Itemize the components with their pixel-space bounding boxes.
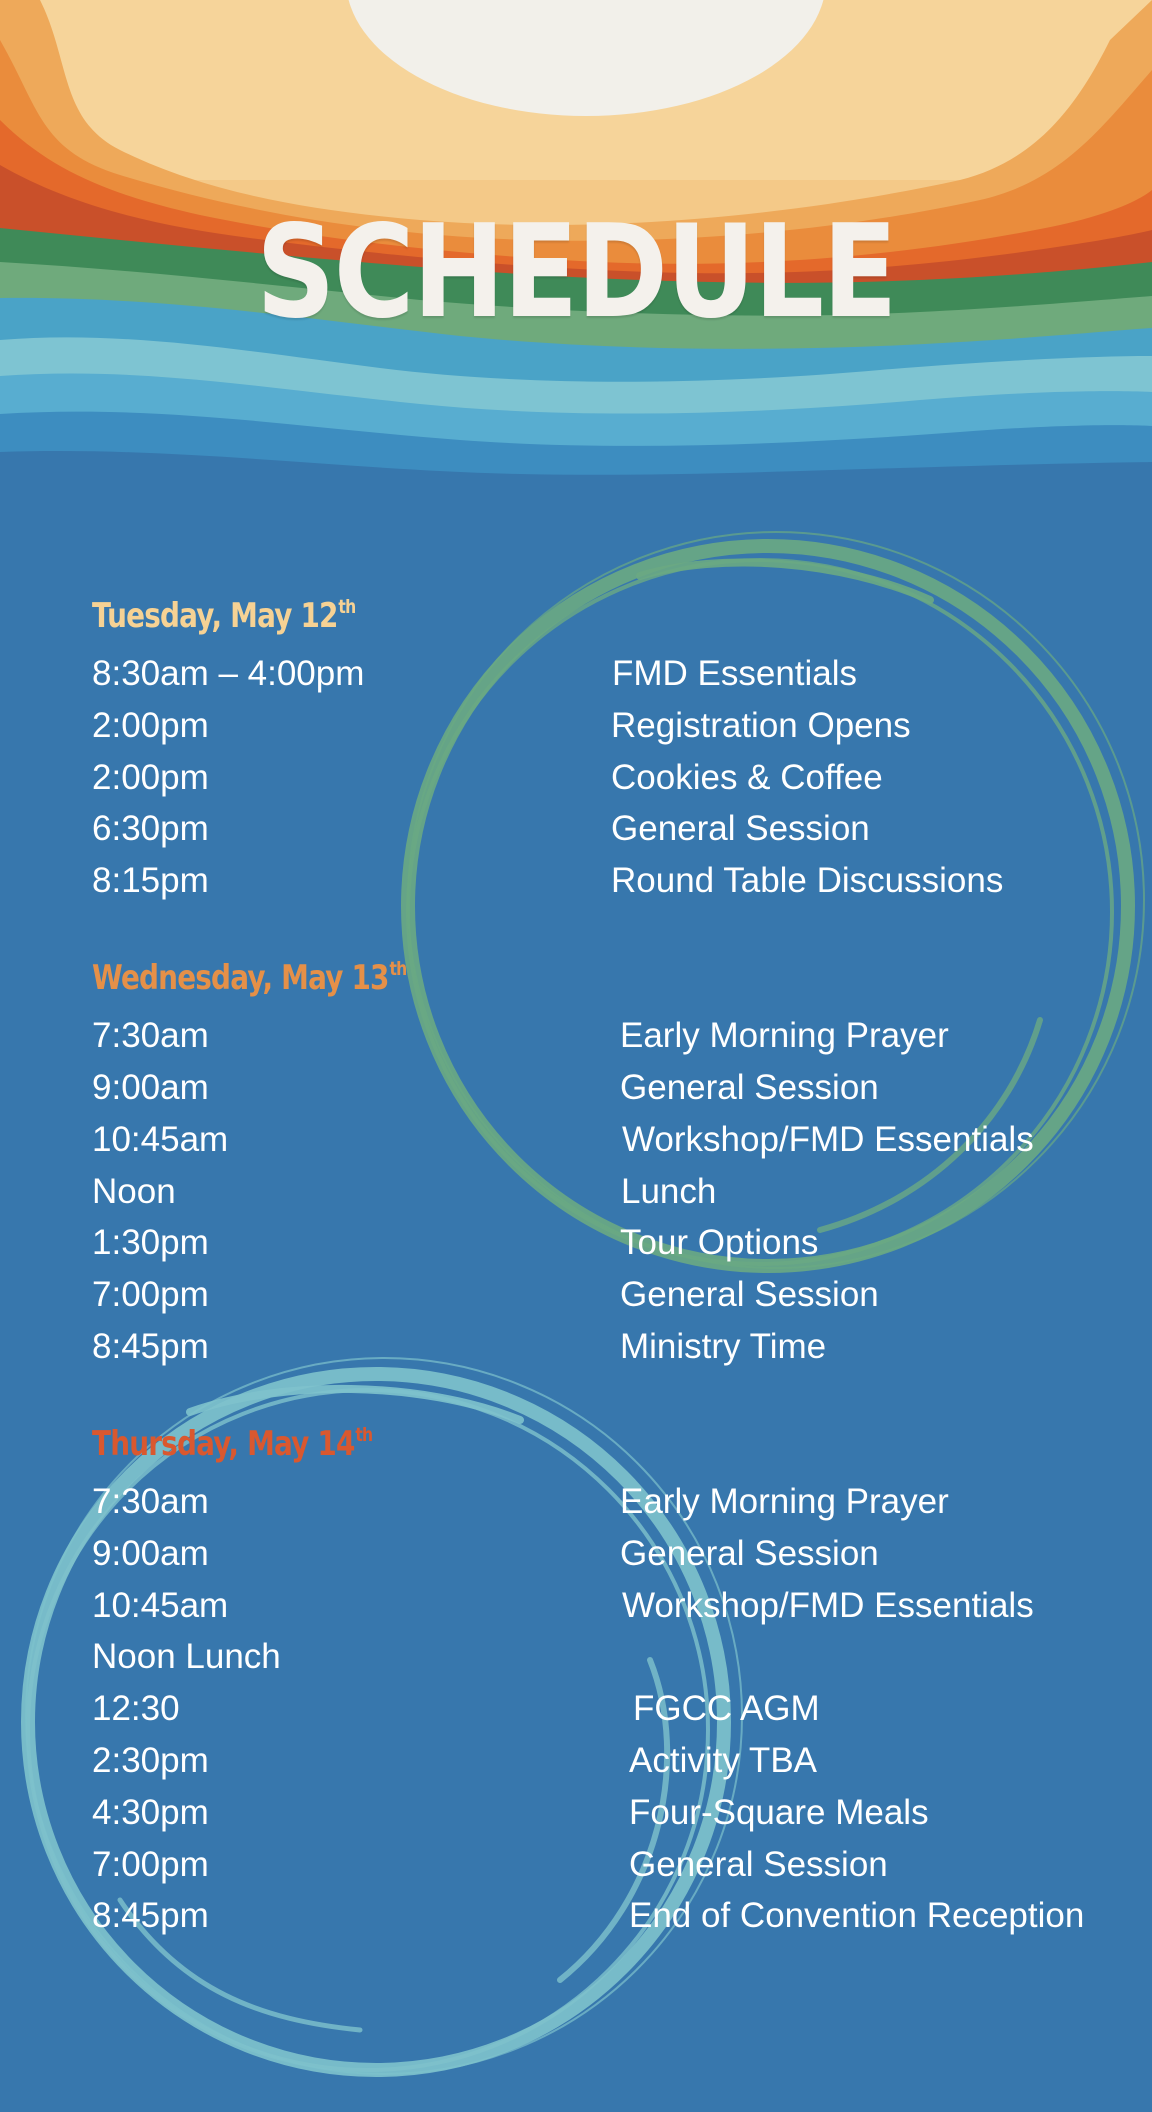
event-time: 7:00pm: [92, 1275, 209, 1314]
event-time: Noon: [92, 1172, 176, 1211]
schedule-row: [0, 1839, 1152, 1891]
schedule-row: [0, 1580, 1152, 1632]
schedule-row: [0, 648, 1152, 700]
event-title: Early Morning Prayer: [620, 1482, 949, 1521]
page-title: SCHEDULE: [256, 198, 896, 347]
event-title: Registration Opens: [611, 706, 911, 745]
event-time: 7:00pm: [92, 1845, 209, 1884]
event-title: Round Table Discussions: [611, 861, 1004, 900]
event-title: General Session: [620, 1534, 879, 1573]
event-time: 8:30am – 4:00pm: [92, 654, 365, 693]
schedule-row: [0, 1166, 1152, 1218]
event-time: 9:00am: [92, 1534, 209, 1573]
schedule-row: [0, 752, 1152, 804]
event-title: Tour Options: [620, 1223, 819, 1262]
event-time: 7:30am: [92, 1482, 209, 1521]
event-time: 10:45am: [92, 1120, 229, 1159]
event-time: 6:30pm: [92, 809, 209, 848]
event-title: FMD Essentials: [612, 654, 858, 693]
event-time: 10:45am: [92, 1586, 229, 1625]
event-time: 8:45pm: [92, 1896, 209, 1935]
event-time: Noon Lunch: [92, 1637, 281, 1676]
event-title: Ministry Time: [620, 1327, 827, 1366]
event-title: General Session: [620, 1068, 879, 1107]
event-time: 7:30am: [92, 1016, 209, 1055]
event-title: Lunch: [621, 1172, 717, 1211]
event-title: Workshop/FMD Essentials: [622, 1120, 1034, 1159]
event-time: 9:00am: [92, 1068, 209, 1107]
event-title: End of Convention Reception: [629, 1896, 1085, 1935]
schedule-row: [0, 1217, 1152, 1269]
schedule-row: [0, 1114, 1152, 1166]
event-title: General Session: [620, 1275, 879, 1314]
schedule-row: [0, 1528, 1152, 1580]
day-heading-thursday: Thursday, May 14th: [92, 1424, 373, 1464]
event-title: Early Morning Prayer: [620, 1016, 949, 1055]
schedule-row: [0, 803, 1152, 855]
event-title: General Session: [629, 1845, 888, 1884]
event-time: 1:30pm: [92, 1223, 209, 1262]
day-heading-wednesday: Wednesday, May 13th: [92, 958, 407, 998]
header-banner: [0, 0, 1152, 484]
schedule-row: [0, 1787, 1152, 1839]
day-heading-tuesday: Tuesday, May 12th: [92, 596, 356, 636]
schedule-row: [0, 855, 1152, 907]
event-time: 2:00pm: [92, 758, 209, 797]
schedule-row: [0, 1010, 1152, 1062]
event-title: General Session: [611, 809, 870, 848]
schedule-row: [0, 1062, 1152, 1114]
schedule-row: [0, 1735, 1152, 1787]
schedule-row: [0, 1269, 1152, 1321]
schedule-row: [0, 1631, 1152, 1683]
event-title: Activity TBA: [629, 1741, 818, 1780]
schedule-row: [0, 700, 1152, 752]
event-time: 2:00pm: [92, 706, 209, 745]
event-time: 4:30pm: [92, 1793, 209, 1832]
schedule-row: [0, 1321, 1152, 1373]
event-title: Cookies & Coffee: [611, 758, 883, 797]
event-time: 8:15pm: [92, 861, 209, 900]
event-time: 12:30: [92, 1689, 180, 1728]
schedule-row: [0, 1476, 1152, 1528]
schedule-row: [0, 1890, 1152, 1942]
event-title: Workshop/FMD Essentials: [622, 1586, 1034, 1625]
event-time: 2:30pm: [92, 1741, 209, 1780]
event-title: FGCC AGM: [633, 1689, 820, 1728]
schedule-row: [0, 1683, 1152, 1735]
event-title: Four-Square Meals: [629, 1793, 929, 1832]
event-time: 8:45pm: [92, 1327, 209, 1366]
